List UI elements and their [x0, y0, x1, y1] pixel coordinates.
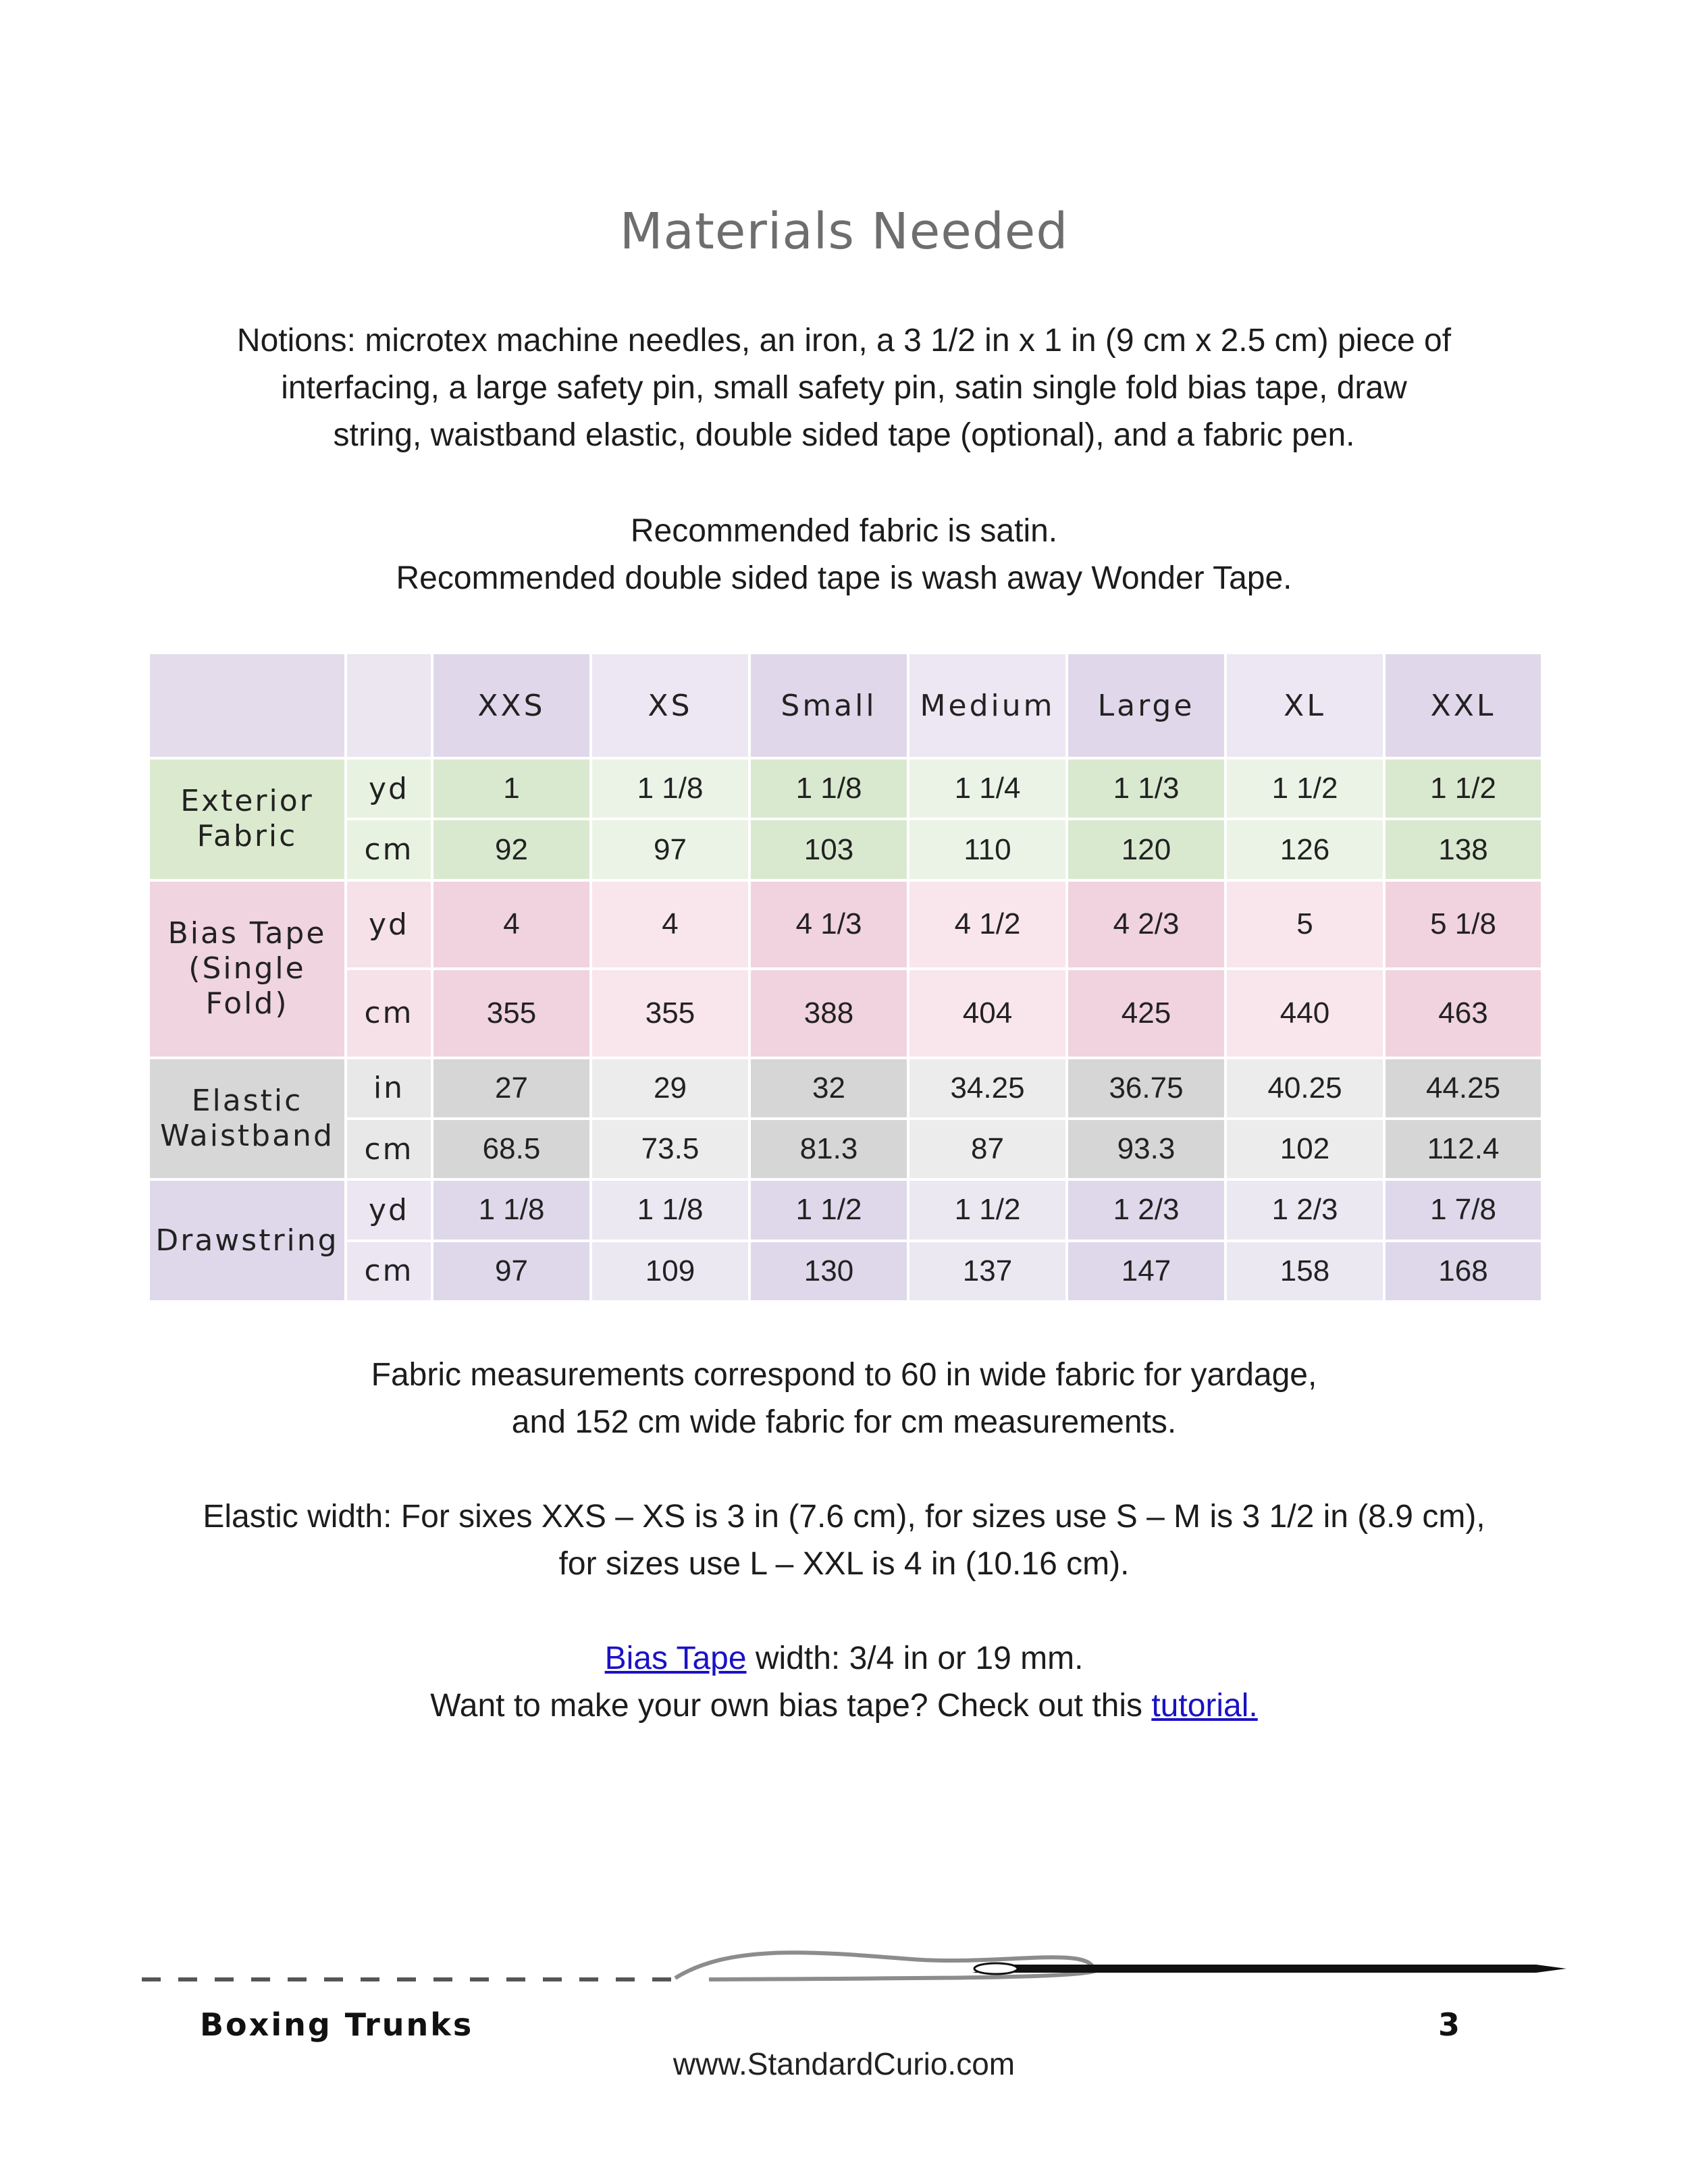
value-cell: 109 [591, 1241, 749, 1302]
size-header: XS [591, 653, 749, 758]
recommended-tape: Recommended double sided tape is wash away Wonder Tape. [396, 560, 1292, 596]
size-chart-table [147, 651, 1544, 1303]
table-row [149, 1179, 1542, 1240]
notions-line: Notions: microtex machine needles, an iron, a 3 1/2 in x 1 in (9 cm x 2.5 cm) piece of [236, 323, 1452, 358]
value-cell: 73.5 [591, 1119, 749, 1179]
header-corner [149, 653, 346, 758]
category-bias-tape [149, 880, 346, 1058]
table-row [149, 880, 1542, 969]
recommended-fabric: Recommended fabric is satin. [630, 513, 1058, 549]
value-cell: 36.75 [1067, 1058, 1225, 1119]
value-cell: 32 [749, 1058, 908, 1119]
value-cell: 1 1/4 [908, 758, 1067, 819]
value-cell: 1 2/3 [1225, 1179, 1384, 1240]
table-row [149, 969, 1542, 1057]
table-row [149, 1119, 1542, 1179]
unit-cell: cm [346, 819, 432, 880]
bias-note [135, 1635, 1553, 1730]
value-cell: 29 [591, 1058, 749, 1119]
category-label-line: Exterior [180, 784, 314, 819]
value-cell: 126 [1225, 819, 1384, 880]
bias-width-text: width: 3/4 in or 19 mm. [746, 1641, 1084, 1676]
category-label-line: Elastic [191, 1083, 303, 1118]
value-cell: 1 1/3 [1067, 758, 1225, 819]
value-cell: 168 [1384, 1241, 1542, 1302]
value-cell: 34.25 [908, 1058, 1067, 1119]
recommendations-paragraph [135, 508, 1553, 602]
value-cell: 40.25 [1225, 1058, 1384, 1119]
table-row [149, 819, 1542, 880]
size-header-row [149, 653, 1542, 758]
value-cell: 440 [1225, 969, 1384, 1057]
value-cell: 137 [908, 1241, 1067, 1302]
notions-paragraph [135, 317, 1553, 459]
category-drawstring [149, 1179, 346, 1302]
bias-width-line [135, 1635, 1553, 1682]
fabric-note [135, 1352, 1553, 1446]
value-cell: 463 [1384, 969, 1542, 1057]
footer-url: www.StandardCurio.com [672, 2046, 1016, 2081]
value-cell: 110 [908, 819, 1067, 880]
size-header: XXS [432, 653, 591, 758]
value-cell: 1 1/8 [591, 1179, 749, 1240]
tutorial-link[interactable]: tutorial. [1151, 1688, 1258, 1724]
value-cell: 68.5 [432, 1119, 591, 1179]
table-row [149, 758, 1542, 819]
value-cell: 112.4 [1384, 1119, 1542, 1179]
value-cell: 355 [591, 969, 749, 1057]
category-label-line: Bias Tape [167, 916, 327, 951]
value-cell: 120 [1067, 819, 1225, 880]
value-cell: 103 [749, 819, 908, 880]
value-cell: 97 [432, 1241, 591, 1302]
tutorial-prompt-text: Want to make your own bias tape? Check out this [430, 1688, 1152, 1724]
value-cell: 93.3 [1067, 1119, 1225, 1179]
category-label-line: Fold) [205, 986, 289, 1021]
value-cell: 355 [432, 969, 591, 1057]
value-cell: 425 [1067, 969, 1225, 1057]
value-cell: 1 2/3 [1067, 1179, 1225, 1240]
tutorial-line [135, 1682, 1553, 1730]
fabric-note-line: Fabric measurements correspond to 60 in wide fabric for yardage, [371, 1357, 1317, 1393]
value-cell: 4 2/3 [1067, 880, 1225, 969]
value-cell: 1 [432, 758, 591, 819]
category-label-line: (Single [188, 951, 306, 986]
size-header: XL [1225, 653, 1384, 758]
table-row [149, 1058, 1542, 1119]
value-cell: 1 1/8 [432, 1179, 591, 1240]
unit-cell: cm [346, 969, 432, 1057]
category-label-line: Drawstring [155, 1223, 339, 1258]
page-number: 3 [1438, 2006, 1460, 2043]
category-exterior-fabric [149, 758, 346, 880]
value-cell: 130 [749, 1241, 908, 1302]
value-cell: 44.25 [1384, 1058, 1542, 1119]
value-cell: 1 1/2 [908, 1179, 1067, 1240]
value-cell: 92 [432, 819, 591, 880]
value-cell: 4 [591, 880, 749, 969]
value-cell: 1 7/8 [1384, 1179, 1542, 1240]
value-cell: 1 1/2 [1225, 758, 1384, 819]
value-cell: 1 1/8 [749, 758, 908, 819]
page-title: Materials Needed [619, 203, 1069, 261]
fabric-note-line: and 152 cm wide fabric for cm measurements. [511, 1404, 1177, 1440]
category-label-line: Waistband [160, 1118, 334, 1153]
elastic-note-line: Elastic width: For sixes XXS – XS is 3 in (7.6 cm), for sizes use S – M is 3 1/2 in (8.9 cm), [203, 1499, 1485, 1535]
value-cell: 388 [749, 969, 908, 1057]
size-header: Small [749, 653, 908, 758]
unit-cell: cm [346, 1241, 432, 1302]
notions-line: string, waistband elastic, double sided tape (optional), and a fabric pen. [333, 417, 1355, 453]
footer-title: Boxing Trunks [200, 2006, 474, 2043]
category-label-line: Fabric [196, 819, 298, 854]
size-header: XXL [1384, 653, 1542, 758]
value-cell: 1 1/2 [1384, 758, 1542, 819]
value-cell: 87 [908, 1119, 1067, 1179]
unit-cell: yd [346, 880, 432, 969]
value-cell: 102 [1225, 1119, 1384, 1179]
value-cell: 97 [591, 819, 749, 880]
bias-tape-link[interactable]: Bias Tape [604, 1641, 747, 1676]
unit-cell: yd [346, 758, 432, 819]
elastic-note-line: for sizes use L – XXL is 4 in (10.16 cm). [558, 1546, 1130, 1582]
header-unit-blank [346, 653, 432, 758]
unit-cell: cm [346, 1119, 432, 1179]
value-cell: 5 1/8 [1384, 880, 1542, 969]
value-cell: 4 [432, 880, 591, 969]
value-cell: 81.3 [749, 1119, 908, 1179]
value-cell: 1 1/8 [591, 758, 749, 819]
value-cell: 27 [432, 1058, 591, 1119]
value-cell: 4 1/3 [749, 880, 908, 969]
elastic-note [135, 1493, 1553, 1588]
value-cell: 158 [1225, 1241, 1384, 1302]
notions-line: interfacing, a large safety pin, small safety pin, satin single fold bias tape, draw [281, 370, 1407, 406]
value-cell: 1 1/2 [749, 1179, 908, 1240]
size-header: Large [1067, 653, 1225, 758]
unit-cell: yd [346, 1179, 432, 1240]
value-cell: 5 [1225, 880, 1384, 969]
value-cell: 147 [1067, 1241, 1225, 1302]
value-cell: 138 [1384, 819, 1542, 880]
unit-cell: in [346, 1058, 432, 1119]
table-row [149, 1241, 1542, 1302]
size-header: Medium [908, 653, 1067, 758]
value-cell: 4 1/2 [908, 880, 1067, 969]
value-cell: 404 [908, 969, 1067, 1057]
needle-thread-icon [135, 1924, 1566, 1998]
category-elastic-waistband [149, 1058, 346, 1180]
